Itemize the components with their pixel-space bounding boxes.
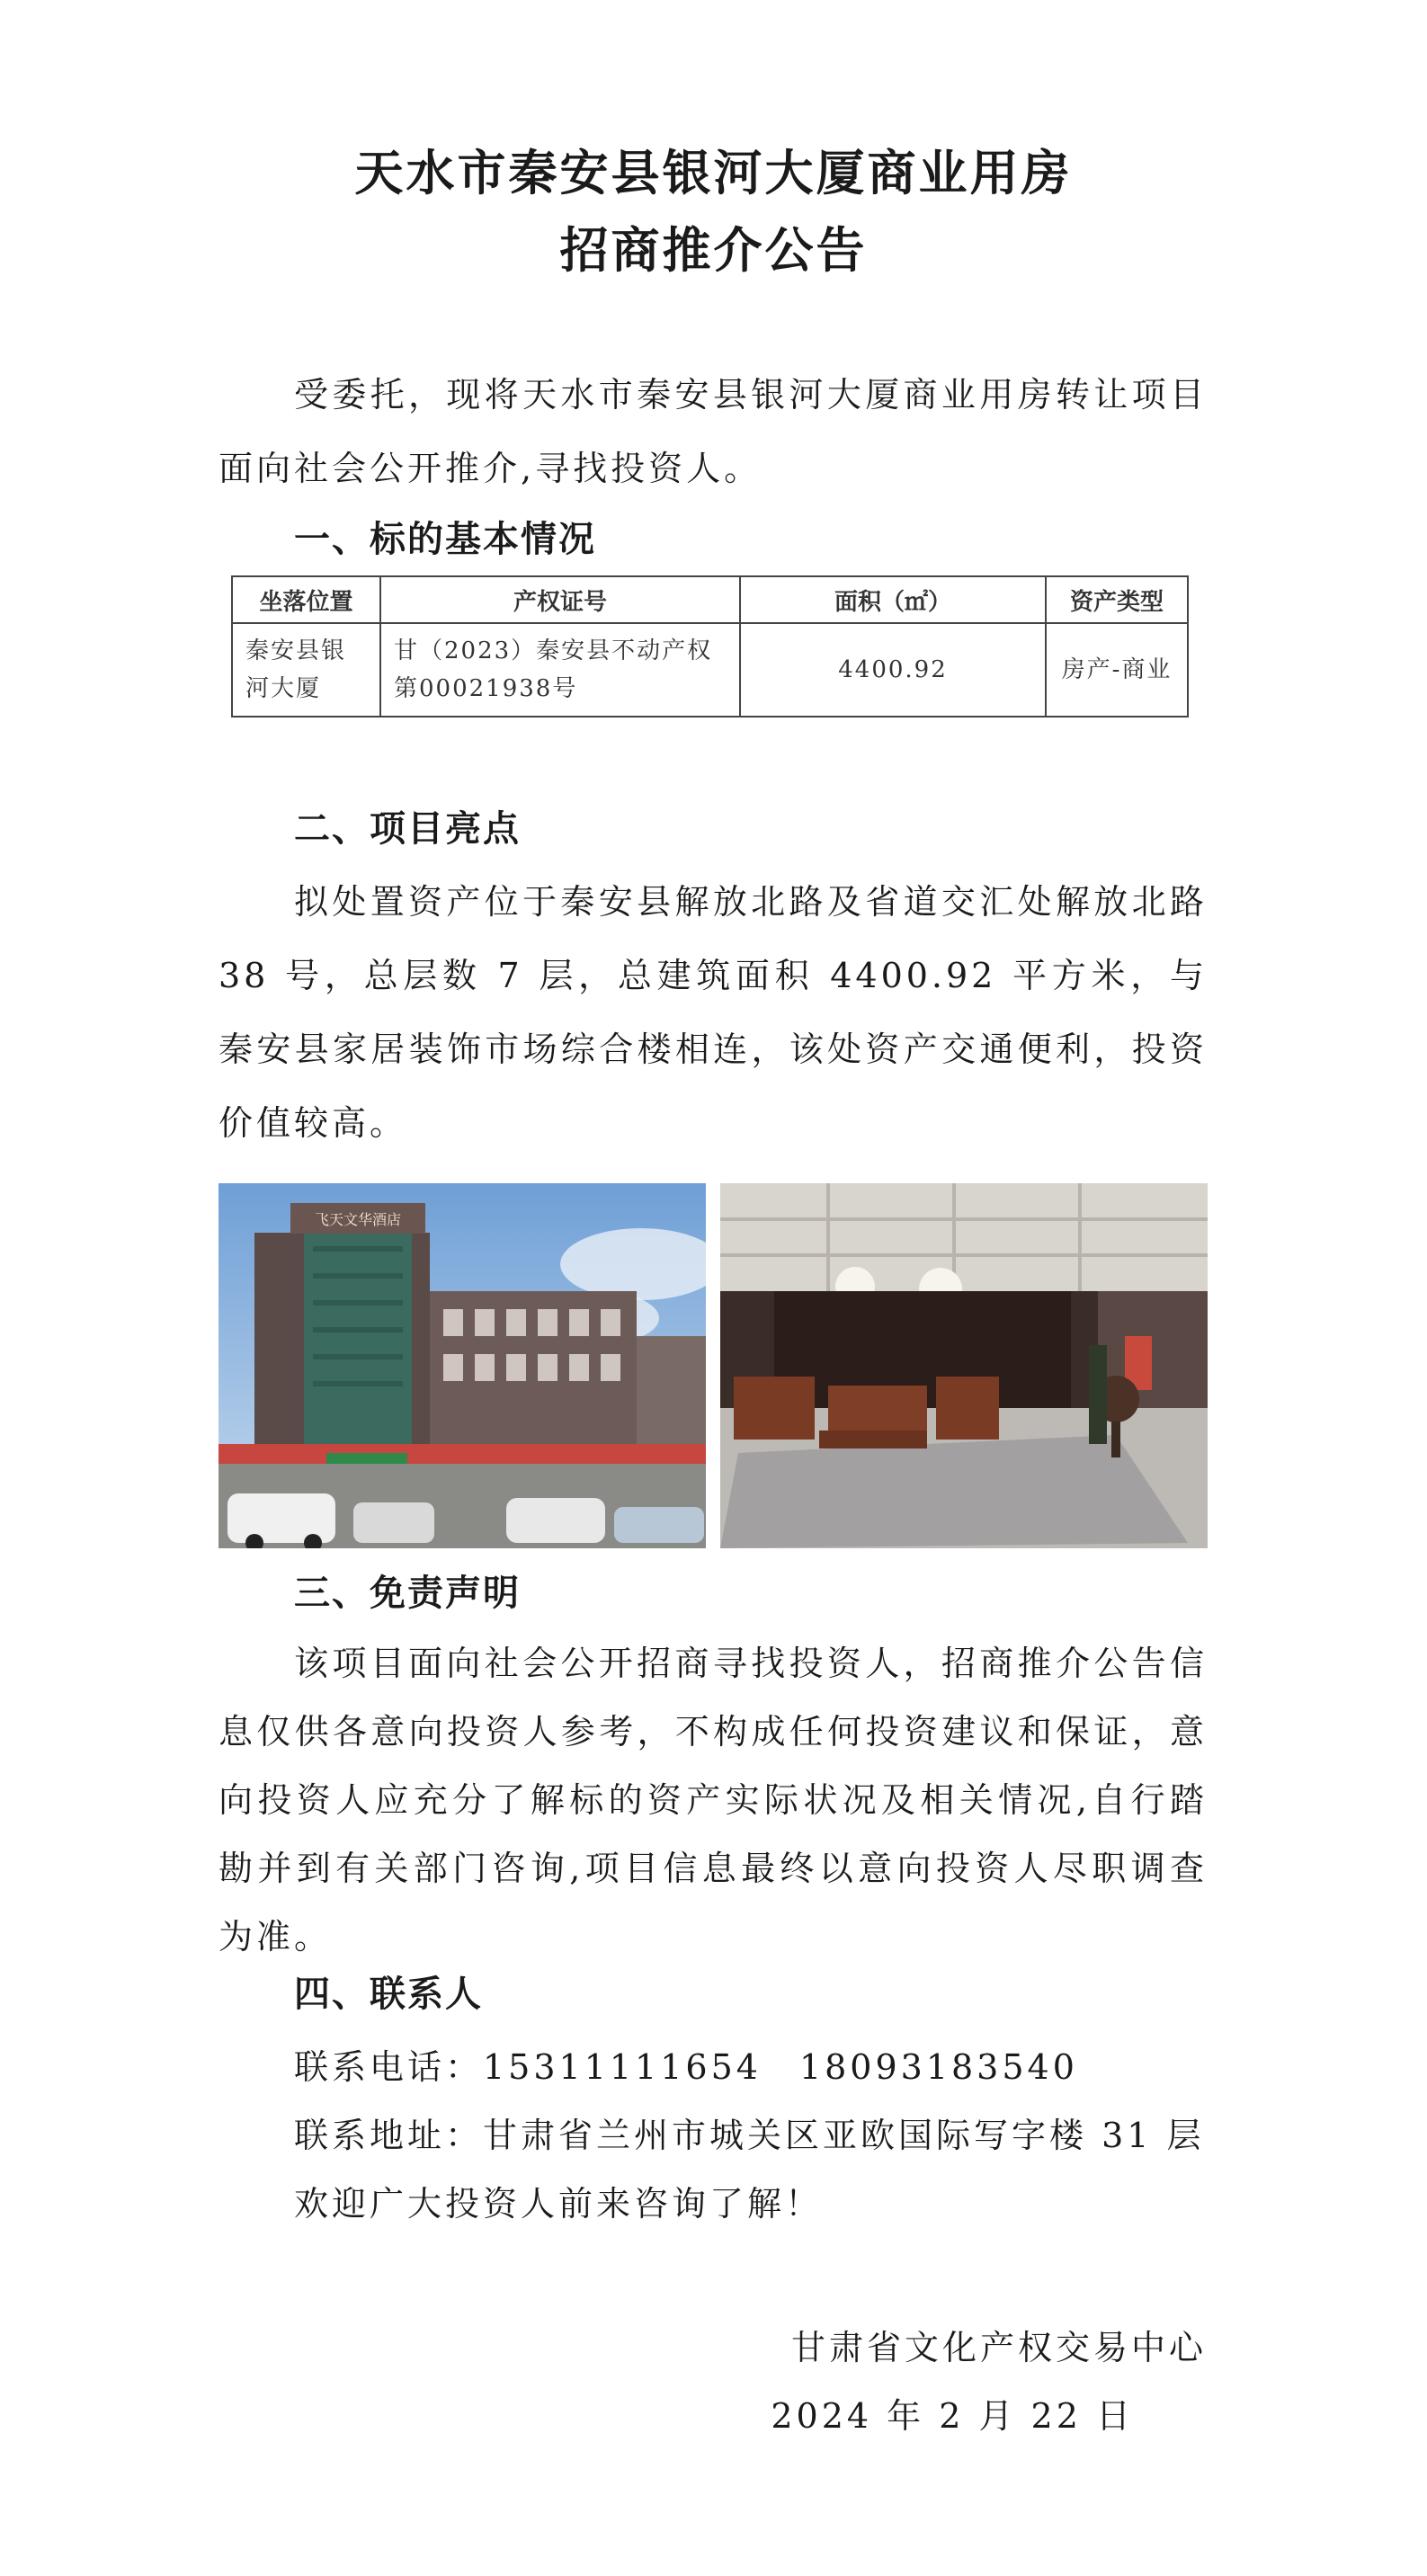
section3-heading: 三、免责声明: [294, 1572, 521, 1614]
table-header-cell: 产权证号: [380, 576, 740, 623]
intro-paragraph: 受委托，现将天水市秦安县银河大厦商业用房转让项目面向社会公开推介,寻找投资人。: [219, 375, 1208, 488]
asset-type-cell: 房产-商业: [1046, 623, 1188, 717]
hotel-sign-text: 飞天文华酒店: [314, 1211, 402, 1228]
issue-date: 2024 年 2 月 22 日: [771, 2396, 1134, 2436]
area-cell: 4400.92: [740, 623, 1046, 717]
document-title-line2: 招商推介公告: [559, 221, 868, 279]
contact-phone: 联系电话：15311111654 18093183540: [294, 2047, 1078, 2087]
welcome-text: 欢迎广大投资人前来咨询了解！: [294, 2184, 824, 2224]
table-header-cell: 坐落位置: [232, 576, 380, 623]
asset-info-table: [231, 575, 1189, 718]
lobby-interior-photo: [720, 1183, 1208, 1548]
table-header-cell: 面积（㎡）: [740, 576, 1046, 623]
section2-heading: 二、项目亮点: [294, 807, 521, 850]
table-header-cell: 资产类型: [1046, 576, 1188, 623]
contact-address: 联系地址：甘肃省兰州市城关区亚欧国际写字楼 31 层: [294, 2116, 1205, 2155]
table-header-row: [232, 576, 1188, 623]
building-exterior-photo: [219, 1183, 706, 1548]
table-row: [232, 623, 1188, 717]
section2-body: 拟处置资产位于秦安县解放北路及省道交汇处解放北路 38 号，总层数 7 层，总建筑面积 4400.92 平方米，与秦安县家居装饰市场综合楼相连，该处资产交通便利，投资价值较高。: [219, 882, 1208, 1143]
location-cell: 秦安县银河大厦: [232, 623, 380, 717]
section4-heading: 四、联系人: [294, 1973, 483, 2015]
certificate-cell: 甘（2023）秦安县不动产权第00021938号: [380, 623, 740, 717]
document-title-line1: 天水市秦安县银河大厦商业用房: [354, 144, 1073, 201]
section1-heading: 一、标的基本情况: [294, 518, 596, 560]
issuer-name: 甘肃省文化产权交易中心: [790, 2328, 1207, 2367]
section3-body: 该项目面向社会公开招商寻找投资人，招商推介公告信息仅供各意向投资人参考，不构成任何投资建议和保证，意向投资人应充分了解标的资产实际状况及相关情况,自行踏勘并到有关部门咨询,项目信息最终以意向投资人尽职调查为准。: [219, 1644, 1208, 1957]
